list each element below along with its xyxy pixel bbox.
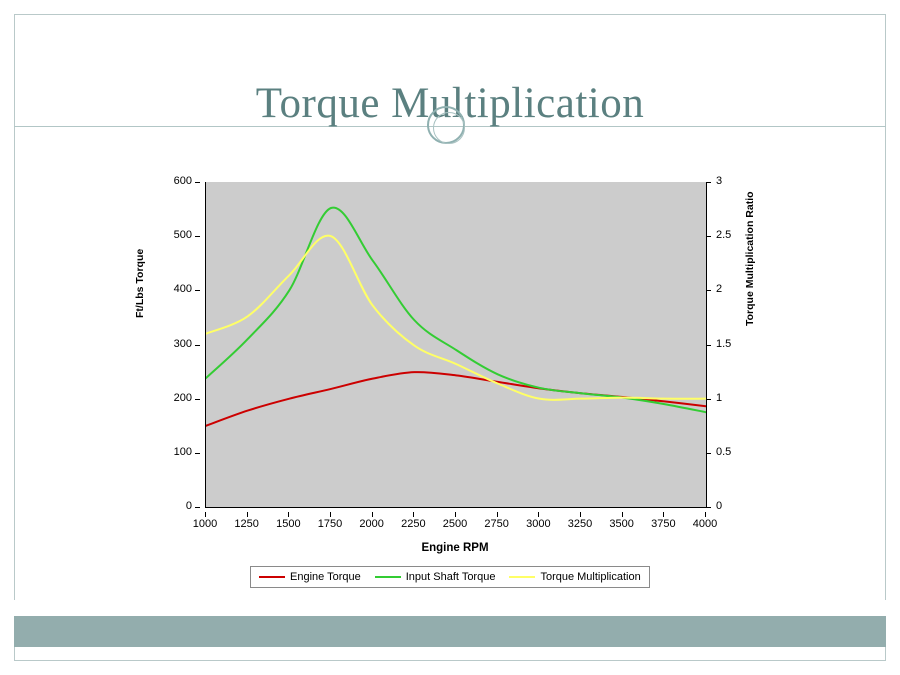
y-tick-label: 500: [173, 229, 192, 242]
y2-tick-mark: [706, 507, 711, 508]
legend-item: [375, 571, 496, 583]
legend-label: Input Shaft Torque: [405, 571, 496, 583]
chart-legend: [250, 566, 650, 588]
x-tick-mark: [247, 512, 248, 517]
x-tick-label: 1500: [276, 518, 301, 530]
x-tick-mark: [538, 512, 539, 517]
y2-tick-label: 2.5: [716, 229, 732, 242]
x-tick-label: 1000: [192, 518, 218, 530]
x-tick-mark: [580, 512, 581, 517]
x-tick-label: 1250: [234, 518, 259, 530]
y-tick-mark: [195, 507, 200, 508]
y-tick-mark: [195, 182, 200, 183]
x-tick-mark: [622, 512, 623, 517]
x-tick-mark: [330, 512, 331, 517]
chart: [134, 168, 760, 593]
legend-label: Torque Multiplication: [540, 571, 641, 583]
y-tick-label: 400: [173, 283, 192, 296]
x-tick-mark: [288, 512, 289, 517]
y-tick-label: 600: [173, 175, 192, 187]
y-tick-label: 0: [185, 500, 192, 512]
plot-lines: [206, 182, 706, 507]
x-tick-label: 3000: [526, 518, 551, 530]
y-axis-left-ticks: [140, 168, 200, 512]
x-tick-mark: [455, 512, 456, 517]
footer-white-band: [14, 600, 886, 616]
y-axis-left-title: Ft/Lbs Torque: [134, 248, 146, 318]
y-tick-mark: [195, 399, 200, 400]
legend-item: [509, 571, 640, 583]
x-tick-label: 3250: [567, 518, 593, 530]
y-axis-right-ticks: [706, 168, 766, 512]
x-tick-label: 2000: [359, 518, 384, 530]
y-tick-label: 100: [173, 445, 192, 458]
x-tick-mark: [705, 512, 706, 517]
x-tick-mark: [497, 512, 498, 517]
y2-tick-label: 2: [716, 283, 723, 296]
x-axis-ticks: [192, 512, 718, 532]
y2-tick-label: 1.5: [716, 337, 732, 350]
legend-swatch-icon: [375, 576, 401, 578]
x-tick-label: 1750: [317, 518, 343, 530]
legend-swatch-icon: [259, 576, 285, 578]
plot-area: [205, 182, 706, 508]
y2-tick-label: 0: [716, 500, 723, 512]
y2-tick-label: 0.5: [716, 445, 732, 458]
x-tick-label: 2750: [484, 518, 509, 530]
legend-label: Engine Torque: [290, 571, 361, 583]
page-title: Torque Multiplication: [255, 80, 645, 127]
series-line-1: [206, 208, 706, 413]
x-tick-mark: [205, 512, 206, 517]
legend-swatch-icon: [509, 576, 535, 578]
x-tick-label: 2250: [401, 518, 426, 530]
y-tick-mark: [195, 453, 200, 454]
x-tick-mark: [372, 512, 373, 517]
y2-tick-label: 1: [716, 391, 723, 404]
footer-accent-bar: [14, 616, 886, 647]
y-tick-mark: [195, 236, 200, 237]
y-tick-label: 200: [173, 391, 192, 404]
y-axis-right-title: Torque Multiplication Ratio: [744, 191, 756, 326]
y-tick-mark: [195, 290, 200, 291]
y-tick-mark: [195, 345, 200, 346]
x-axis-title: Engine RPM: [421, 542, 489, 554]
x-tick-label: 4000: [692, 518, 718, 530]
y-tick-label: 300: [173, 337, 192, 350]
x-tick-label: 3500: [609, 518, 634, 530]
x-tick-label: 2500: [442, 518, 468, 530]
x-tick-mark: [663, 512, 664, 517]
y2-tick-label: 3: [716, 175, 723, 187]
legend-item: [259, 571, 361, 583]
x-tick-mark: [413, 512, 414, 517]
x-tick-label: 3750: [651, 518, 676, 530]
